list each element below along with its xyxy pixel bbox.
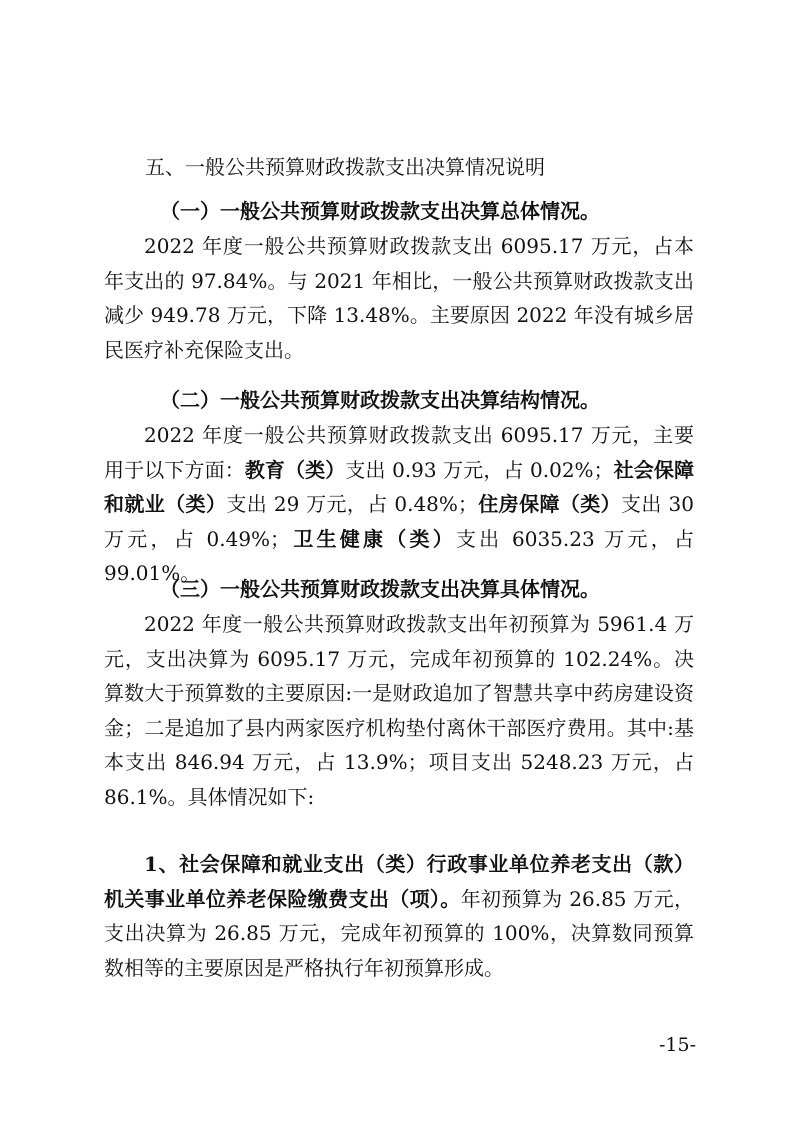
item1-paragraph <box>104 847 694 985</box>
part2-text-2: 支出 0.93 万元，占 0.02%； <box>345 457 614 482</box>
category-education: 教育（类） <box>244 457 346 482</box>
item1-heading: 1、社会保障和就业支出（类）行政事业单位养老支出（款）机关事业单位养老保险缴费支出（项）。 <box>104 852 694 911</box>
part2-text-1: 2022 年度一般公共预算财政拨款支出 6095.17 万元，主要用于以下方面： <box>104 423 694 482</box>
part2-heading: （二）一般公共预算财政拨款支出决算结构情况。 <box>160 388 600 412</box>
category-health: 卫生健康（类） <box>290 526 456 551</box>
item1-body: 年初预算为 26.85 万元，支出决算为 26.85 万元，完成年初预算的 100%，决算数同预算数相等的主要原因是严格执行年初预算形成。 <box>104 886 694 980</box>
part1-body: 2022 年度一般公共预算财政拨款支出 6095.17 万元，占本年支出的 97.84%。与 2021 年相比，一般公共预算财政拨款支出减少 949.78 万元，下降 13.48%。主要原因 2022 年没有城乡居民医疗补充保险支出。 <box>104 234 694 362</box>
page-number: -15- <box>658 1034 696 1056</box>
part3-body: 2022 年度一般公共预算财政拨款支出年初预算为 5961.4 万元，支出决算为 6095.17 万元，完成年初预算的 102.24%。决算数大于预算数的主要原因:一是财政追加了智慧共享中药房建设资金；二是追加了县内两家医疗机构垫付离休干部医疗费用。其中:基本支出 846.94 万元，占 13.9%；项目支出 5248.23 万元，占 86.1%。具体情况如下: <box>104 612 694 809</box>
part2-body <box>104 418 694 591</box>
part2-text-5: 支出 6035.23 万元，占 99.01%。 <box>104 526 694 585</box>
category-housing: 住房保障（类） <box>477 492 622 516</box>
part2-text-3: 支出 29 万元，占 0.48%； <box>226 492 478 516</box>
category-social-security: 社会保障和就业（类） <box>104 457 695 516</box>
part1-heading: （一）一般公共预算财政拨款支出决算总体情况。 <box>160 199 600 223</box>
section-title: 五、一般公共预算财政拨款支出决算情况说明 <box>145 155 545 179</box>
part2-text-4: 支出 30 万元，占 0.49%； <box>104 492 695 551</box>
part3-heading: （三）一般公共预算财政拨款支出决算具体情况。 <box>160 577 600 601</box>
